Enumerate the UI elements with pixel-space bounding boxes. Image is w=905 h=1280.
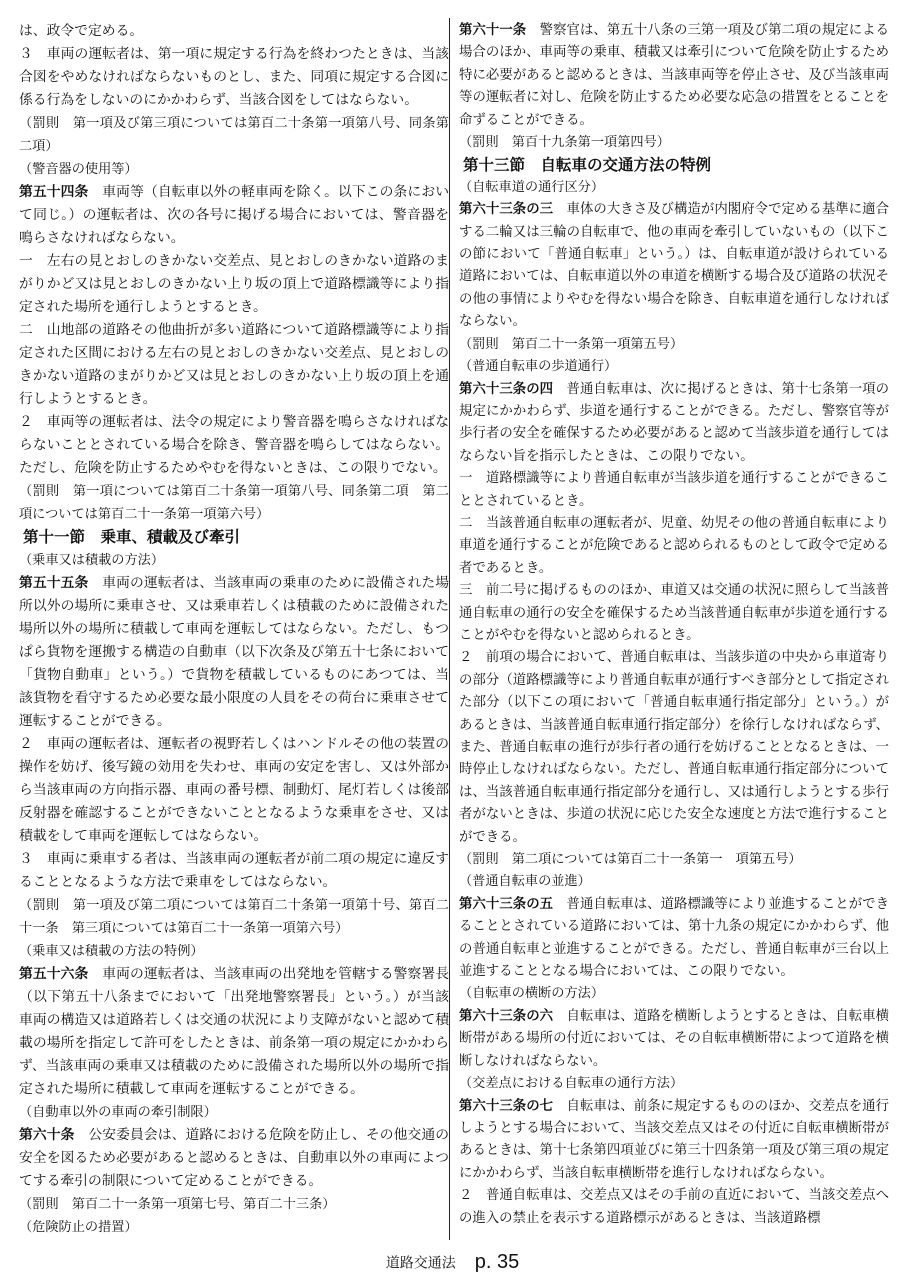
paragraph: は、政令で定める。 bbox=[19, 23, 144, 39]
paragraph: 二 当該普通自転車の運転者が、児童、幼児その他の普通自転車により車道を通行することが危険であると認められるものとして政令で定める者であるとき。 bbox=[459, 515, 889, 576]
left-column bbox=[19, 20, 449, 1239]
column-divider bbox=[449, 18, 450, 1240]
article-paragraph bbox=[19, 1124, 449, 1193]
right-column bbox=[459, 20, 889, 1230]
article-note: （罰則 第百二十一条第一項第五号） bbox=[459, 336, 684, 352]
article-note: （罰則 第一項及び第二項については第百二十条第一項第十号、第百二十一条 第三項については第百二十一条第一項第六号） bbox=[19, 898, 449, 936]
article-text: 公安委員会は、道路における危険を防止し、その他交通の安全を図るため必要があると認めるときは、自動車以外の車両によつてする牽引の制限について定めることができる。 bbox=[19, 1127, 450, 1189]
paragraph: 三 前二号に掲げるもののほか、車道又は交通の状況に照らして当該普通自転車の通行の安全を確保するため当該普通自転車が歩道を通行することがやむを得ないと認められるとき。 bbox=[459, 583, 889, 643]
page-footer bbox=[0, 1251, 905, 1274]
article-note: （普通自転車の歩道通行） bbox=[459, 359, 618, 375]
article-paragraph bbox=[459, 1006, 889, 1073]
paragraph: ３ 車両に乗車する者は、当該車両の運転者が前二項の規定に違反することとなるような方法で乗車をしてはならない。 bbox=[19, 851, 449, 890]
paragraph: ２ 車両等の運転者は、法令の規定により警音器を鳴らさなければならないこととされている場合を除き、警音器を鳴らしてはならない。ただし、危険を防止するためやむを得ないときは、この限りでない。 bbox=[19, 414, 449, 476]
article-paragraph bbox=[459, 199, 889, 333]
article-number: 第五十四条 bbox=[19, 184, 89, 200]
article-note: （罰則 第百十九条第一項第四号） bbox=[459, 135, 670, 151]
article-text: 車両等（自転車以外の軽車両を除く。以下この条において同じ。）の運転者は、次の各号に掲げる場合においては、警音器を鳴らさなければならない。 bbox=[19, 184, 449, 246]
article-number: 第五十五条 bbox=[19, 575, 89, 591]
article-paragraph bbox=[459, 20, 889, 132]
article-paragraph bbox=[19, 572, 449, 733]
article-paragraph bbox=[19, 963, 449, 1101]
paragraph: ２ 前項の場合において、普通自転車は、当該歩道の中央から車道寄りの部分（道路標識等により普通自転車が通行すべき部分として指定された部分（以下この項において「普通自転車通行指定部分」という。）があるときは、当該普通自転車通行指定部分）を徐行しなければならず、また、普通自転車の進行が歩行者の通行を妨げることとなるときは、一時停止しなければならない。ただし、普通自転車通行指定部分については、当該普通自転車通行指定部分を通行し、又は通行しようとする歩行者がないときは、歩道の状況に応じた安全な速度と方法で進行することができる。 bbox=[459, 650, 889, 845]
article-note: （交差点における自転車の通行方法） bbox=[459, 1076, 684, 1092]
article-note: （普通自転車の並進） bbox=[459, 874, 591, 890]
law-title: 道路交通法 bbox=[385, 1255, 456, 1272]
article-note: （自転車道の通行区分） bbox=[459, 179, 605, 195]
article-text: 車体の大きさ及び構造が内閣府令で定める基準に適合する二輪又は三輪の自転車で、他の車両を牽引していないもの（以下この節において「普通自転車」という。）は、自転車道が設けられている道路においては、自転車道以外の車道を横断する場合及び道路の状況その他の事情によりやむを得ない場合を除き、自転車道を通行しなければならない。 bbox=[459, 202, 890, 330]
page-number: p. 35 bbox=[474, 1251, 520, 1273]
article-paragraph bbox=[459, 1096, 889, 1186]
article-text: 車両の運転者は、当該車両の出発地を管轄する警察署長（以下第五十八条までにおいて「出発地警察署長」という。）が当該車両の構造又は道路若しくは交通の状況により支障がないと認めて積載の場所を指定して許可をしたときは、前条第一項の規定にかかわらず、当該車両の乗車又は積載のために設備された場所以外の場所で指定された場所に積載して車両を運転することができる。 bbox=[19, 966, 450, 1097]
article-text: 普通自転車は、道路標識等により並進することができることとされている道路においては、第十九条の規定にかかわらず、他の普通自転車と並進することができる。ただし、普通自転車が三台以上並進することとなる場合においては、この限りでない。 bbox=[459, 896, 890, 980]
paragraph: ２ 車両の運転者は、運転者の視野若しくはハンドルその他の装置の操作を妨げ、後写鏡の効用を失わせ、車両の安定を害し、又は外部から当該車両の方向指示器、車両の番号標、制動灯、尾灯若しくは後部反射器を確認することができないこととなるような乗車をさせ、又は積載をして車両を運転してはならない。 bbox=[19, 736, 449, 844]
paragraph: ２ 普通自転車は、交差点又はその手前の直近において、当該交差点への進入の禁止を表示する道路標示があるときは、当該道路標 bbox=[459, 1188, 889, 1226]
section-heading: 第十一節 乗車、積載及び牽引 bbox=[23, 528, 241, 546]
article-text: 自転車は、前条に規定するもののほか、交差点を通行しようとする場合において、当該交差点又はその付近に自転車横断帯があるときは、第十七条第四項並びに第三十四条第一項及び第三項の規定にかかわらず、当該自転車横断帯を進行しなければならない。 bbox=[459, 1098, 890, 1181]
article-paragraph bbox=[459, 379, 889, 469]
article-text: 普通自転車は、次に掲げるときは、第十七条第一項の規定にかかわらず、歩道を通行することができる。ただし、警察官等が歩行者の安全を確保するため必要があると認めて当該歩道を通行してはならない旨を指示したときは、この限りでない。 bbox=[459, 381, 890, 464]
article-paragraph bbox=[19, 181, 449, 250]
article-number: 第六十三条の四 bbox=[459, 381, 554, 397]
article-number: 第六十条 bbox=[19, 1127, 75, 1143]
paragraph: 一 左右の見とおしのきかない交差点、見とおしのきかない道路のまがりかど又は見とおしのきかない上り坂の頂上で道路標識等により指定された場所を通行しようとするとき。 bbox=[19, 253, 449, 315]
article-note: （自転車の横断の方法） bbox=[459, 986, 605, 1002]
article-number: 第六十三条の七 bbox=[459, 1098, 554, 1114]
article-text: 車両の運転者は、当該車両の乗車のために設備された場所以外の場所に乗車させ、又は乗車若しくは積載のために設備された場所以外の場所に積載して車両を運転してはならない。ただし、もつぱら貨物を運搬する構造の自動車（以下次条及び第五十七条において「貨物自動車」という。）で貨物を積載しているものにあつては、当該貨物を看守するため必要な最小限度の人員をその荷台に乗車させて運転することができる。 bbox=[19, 575, 450, 729]
article-note: （自動車以外の車両の牽引制限） bbox=[19, 1105, 217, 1120]
article-number: 第六十三条の五 bbox=[459, 896, 554, 912]
article-note: （危険防止の措置） bbox=[19, 1220, 138, 1235]
article-text: 自転車は、道路を横断しようとするときは、自転車横断帯がある場所の付近においては、その自転車横断帯によつて道路を横断しなければならない。 bbox=[459, 1008, 890, 1069]
paragraph: 一 道路標識等により普通自転車が当該歩道を通行することができることとされているとき。 bbox=[459, 471, 889, 509]
article-note: （罰則 第一項及び第三項については第百二十条第一項第八号、同条第二項） bbox=[19, 116, 449, 154]
article-number: 第六十三条の三 bbox=[459, 202, 554, 218]
article-number: 第五十六条 bbox=[19, 966, 89, 982]
article-paragraph bbox=[459, 894, 889, 984]
section-heading: 第十三節 自転車の交通方法の特例 bbox=[463, 156, 712, 175]
article-note: （罰則 第二項については第百二十一条第一 項第五号） bbox=[459, 852, 802, 868]
article-note: （警音器の使用等） bbox=[19, 162, 138, 177]
article-note: （罰則 第一項については第百二十条第一項第八号、同条第二項 第二項については第百二十一条第一項第六号） bbox=[19, 484, 449, 522]
article-note: （乗車又は積載の方法の特例） bbox=[19, 944, 204, 959]
paragraph: 二 山地部の道路その他曲折が多い道路について道路標識等により指定された区間における左右の見とおしのきかない交差点、見とおしのきかない道路のまがりかど又は見とおしのきかない上り坂の頂上を通行しようとするとき。 bbox=[19, 322, 449, 407]
article-note: （乗車又は積載の方法） bbox=[19, 553, 165, 568]
article-number: 第六十一条 bbox=[459, 23, 527, 38]
paragraph: ３ 車両の運転者は、第一項に規定する行為を終わつたときは、当該合図をやめなければならないものとし、また、同項に規定する合図に係る行為をしないのにかかわらず、当該合図をしてはならない。 bbox=[19, 46, 449, 108]
article-number: 第六十三条の六 bbox=[459, 1008, 554, 1024]
article-text: 警察官は、第五十八条の三第一項及び第二項の規定による場合のほか、車両等の乗車、積載又は牽引について危険を防止するため特に必要があると認めるときは、当該車両等を停止させ、及び当該車両等の運転者に対し、危険を防止するため必要な応急の措置をとることを命ずることができる。 bbox=[459, 23, 890, 128]
article-note: （罰則 第百二十一条第一項第七号、第百二十三条） bbox=[19, 1197, 336, 1212]
